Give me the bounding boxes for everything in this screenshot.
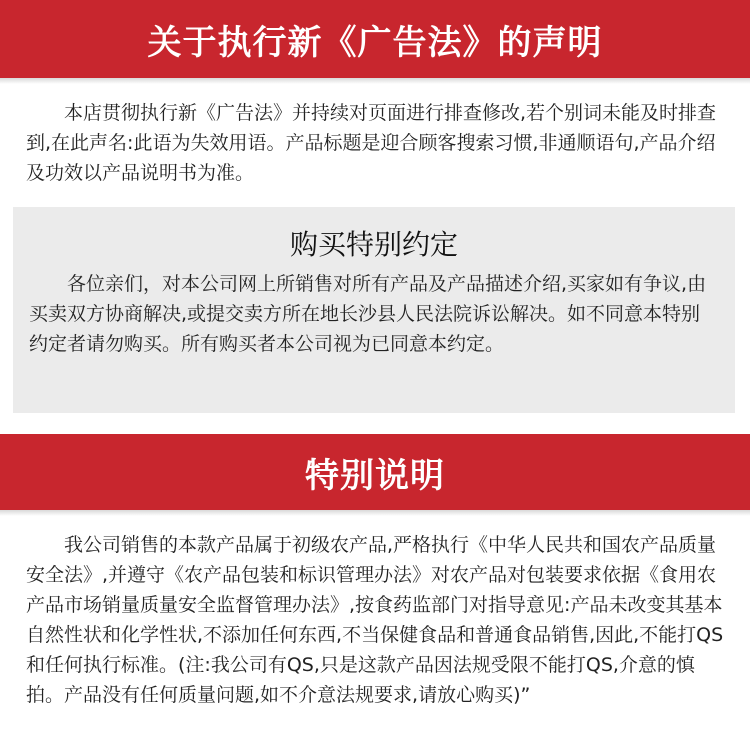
special-header <box>0 434 750 510</box>
special-title: 特别说明 <box>305 455 445 496</box>
special-text: 我公司销售的本款产品属于初级农产品,严格执行《中华人民共和国农产品质量安全法》,并遵守《农产品包装和标识管理办法》对农产品对包装要求依据《食用农产品市场销量质量安全监督管理办法》,按食药监部门对指导意见:产品未改变其基本自然性状和化学性状,不添加任何东西,不当保健食品和普通食品销售,因此,不能打QS和任何执行标准。(注:我公司有QS,只是这款产品因法规受限不能打QS,介意的慎拍。产品没有任何质量问题,如不介意法规要求,请放心购买)” <box>26 534 724 706</box>
declaration-title: 关于执行新《广告法》的声明 <box>147 22 603 63</box>
agreement-title: 购买特别约定 <box>289 228 458 261</box>
declaration-text: 本店贯彻执行新《广告法》并持续对页面进行排查修改,若个别词未能及时排查到,在此声名:此语为失效用语。产品标题是迎合顾客搜索习惯,非通顺语句,产品介绍及功效以产品说明书为准。 <box>26 102 717 184</box>
declaration-header <box>0 0 750 78</box>
agreement-text: 各位亲们，对本公司网上所销售对所有产品及产品描述介绍,买家如有争议,由买卖双方协商解决,或提交卖方所在地长沙县人民法院诉讼解决。如不同意本特别约定者请勿购买。所有购买者本公司视为已同意本约定。 <box>29 273 707 355</box>
